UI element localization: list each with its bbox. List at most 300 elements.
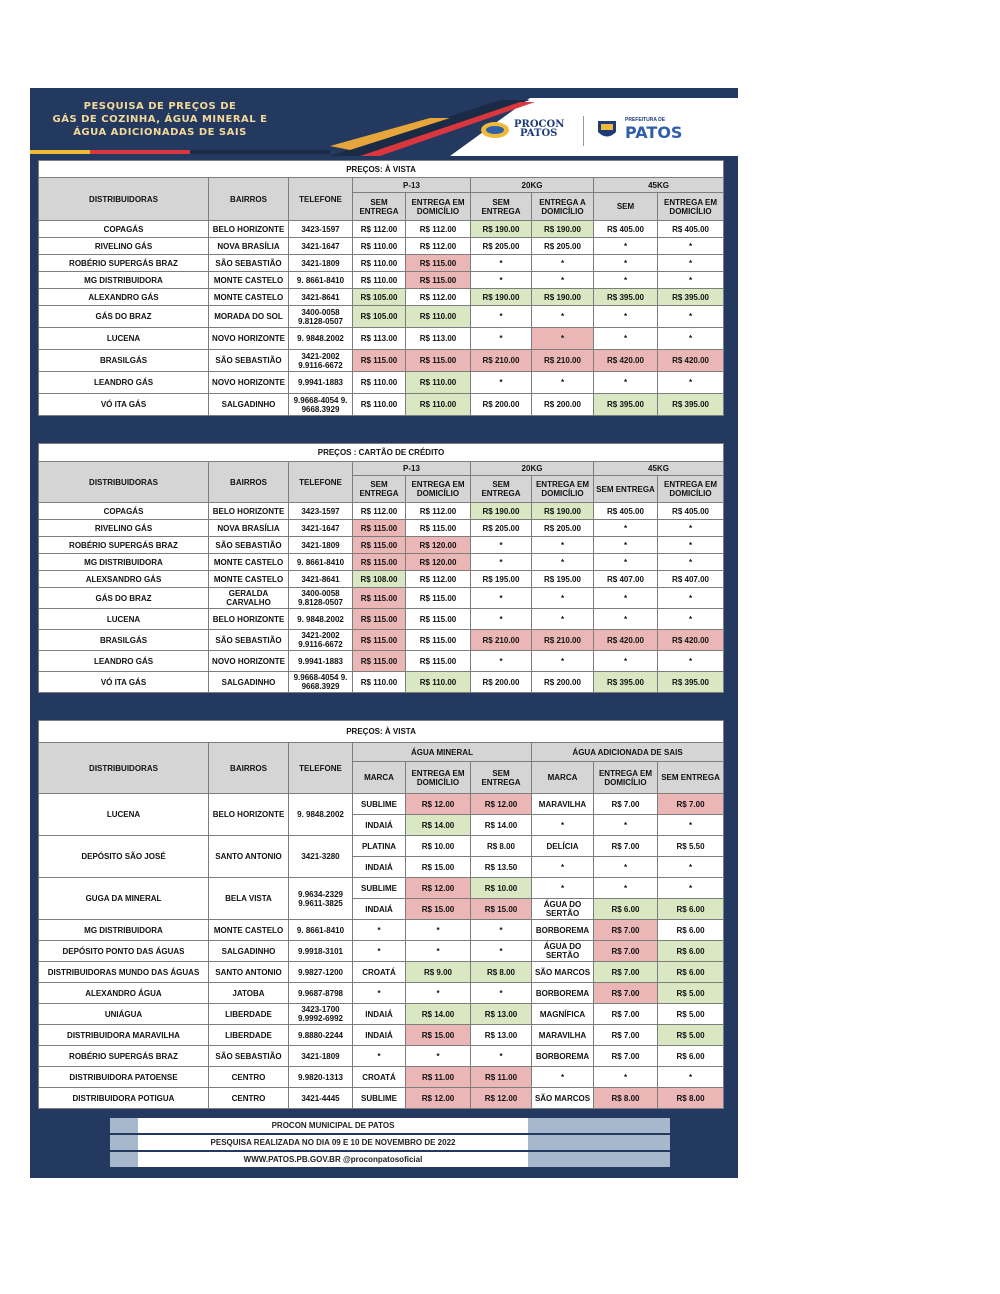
brand-cell: INDAIÁ <box>353 1025 406 1046</box>
price-cell: R$ 112.00 <box>406 221 471 238</box>
price-cell: R$ 210.00 <box>471 630 532 651</box>
brand-cell: * <box>532 815 594 836</box>
col-group-45kg: 45KG <box>594 178 724 193</box>
col-distribuidoras: DISTRIBUIDORAS <box>39 743 209 794</box>
bairro-cell: JATOBA <box>209 983 289 1004</box>
price-cell: R$ 6.00 <box>594 899 658 920</box>
brand-cell: BORBOREMA <box>532 920 594 941</box>
price-cell: * <box>406 983 471 1004</box>
price-cell: R$ 110.00 <box>406 672 471 693</box>
brand-cell: * <box>353 983 406 1004</box>
col-telefone: TELEFONE <box>289 178 353 221</box>
price-cell: R$ 190.00 <box>471 289 532 306</box>
col-telefone: TELEFONE <box>289 462 353 503</box>
price-cell: R$ 7.00 <box>594 836 658 857</box>
price-cell: R$ 6.00 <box>658 920 724 941</box>
sub-header-cell: ENTREGA EM DOMICÍLIO <box>658 476 724 503</box>
distribuidora-cell: DISTRIBUIDORAS MUNDO DAS ÁGUAS <box>39 962 209 983</box>
price-cell: R$ 110.00 <box>353 672 406 693</box>
distribuidora-cell: DISTRIBUIDORA PATOENSE <box>39 1067 209 1088</box>
telefone-cell: 3423-1700 9.9992-6992 <box>289 1004 353 1025</box>
price-cell: R$ 395.00 <box>658 289 724 306</box>
price-cell: * <box>658 588 724 609</box>
price-cell: R$ 210.00 <box>471 350 532 372</box>
distribuidora-cell: COPAGÁS <box>39 503 209 520</box>
distribuidora-cell: VÓ ITA GÁS <box>39 672 209 693</box>
price-cell: R$ 9.00 <box>406 962 471 983</box>
col-group-p13: P-13 <box>353 178 471 193</box>
price-cell: R$ 112.00 <box>406 503 471 520</box>
telefone-cell: 3400-0058 9.8128-0507 <box>289 588 353 609</box>
sub-header-cell: ENTREGA A DOMICÍLIO <box>532 193 594 221</box>
bairro-cell: NOVA BRASÍLIA <box>209 520 289 537</box>
price-cell: R$ 110.00 <box>353 255 406 272</box>
col-group-agua-mineral: ÁGUA MINERAL <box>353 743 532 762</box>
price-cell: R$ 395.00 <box>658 672 724 693</box>
price-cell: R$ 120.00 <box>406 537 471 554</box>
col-distribuidoras: DISTRIBUIDORAS <box>39 178 209 221</box>
table-row <box>39 836 724 857</box>
table-row <box>39 588 724 609</box>
price-cell: R$ 200.00 <box>532 394 594 416</box>
price-cell: R$ 115.00 <box>353 520 406 537</box>
telefone-cell: 9. 9848.2002 <box>289 609 353 630</box>
brand-cell: SUBLIME <box>353 1088 406 1109</box>
price-cell: R$ 113.00 <box>353 328 406 350</box>
price-cell: * <box>471 537 532 554</box>
sub-header-cell: SEM ENTREGA <box>471 193 532 221</box>
prefeitura-logo <box>595 118 705 144</box>
brand-cell: ÁGUA DO SERTÃO <box>532 941 594 962</box>
col-bairros: BAIRROS <box>209 462 289 503</box>
water-price-table <box>38 720 724 1109</box>
bairro-cell: CENTRO <box>209 1088 289 1109</box>
price-cell: R$ 115.00 <box>406 588 471 609</box>
price-cell: R$ 205.00 <box>532 520 594 537</box>
table-caption: PREÇOS: À VISTA <box>39 161 724 178</box>
price-cell: R$ 395.00 <box>594 394 658 416</box>
price-cell: * <box>532 554 594 571</box>
distribuidora-cell: ALEXSANDRO GÁS <box>39 571 209 588</box>
price-cell: * <box>594 554 658 571</box>
price-cell: R$ 407.00 <box>594 571 658 588</box>
table-row <box>39 1067 724 1088</box>
price-cell: * <box>658 815 724 836</box>
brand-cell: CROATÁ <box>353 1067 406 1088</box>
telefone-cell: 9. 8661-8410 <box>289 920 353 941</box>
poster-title <box>50 100 270 139</box>
price-cell: R$ 12.00 <box>471 1088 532 1109</box>
price-cell: R$ 395.00 <box>594 289 658 306</box>
table-row <box>39 962 724 983</box>
price-cell: R$ 210.00 <box>532 630 594 651</box>
price-cell: * <box>658 272 724 289</box>
price-cell: * <box>532 537 594 554</box>
price-cell: * <box>471 255 532 272</box>
price-cell: R$ 190.00 <box>532 221 594 238</box>
price-cell: * <box>471 983 532 1004</box>
col-distribuidoras: DISTRIBUIDORAS <box>39 462 209 503</box>
price-cell: * <box>471 588 532 609</box>
bairro-cell: NOVO HORIZONTE <box>209 372 289 394</box>
brand-cell: ÁGUA DO SERTÃO <box>532 899 594 920</box>
price-cell: * <box>594 588 658 609</box>
sub-header-cell: SEM ENTREGA <box>471 762 532 794</box>
price-cell: * <box>658 651 724 672</box>
brand-cell: * <box>532 857 594 878</box>
price-cell: R$ 105.00 <box>353 306 406 328</box>
price-cell: R$ 6.00 <box>658 941 724 962</box>
price-cell: R$ 190.00 <box>532 289 594 306</box>
price-cell: R$ 7.00 <box>594 794 658 815</box>
price-cell: R$ 110.00 <box>406 394 471 416</box>
price-cell: R$ 112.00 <box>353 503 406 520</box>
price-cell: * <box>658 857 724 878</box>
bairro-cell: BELO HORIZONTE <box>209 221 289 238</box>
telefone-cell: 9.9827-1200 <box>289 962 353 983</box>
logo-divider <box>583 116 584 146</box>
table-caption: PREÇOS : CARTÃO DE CRÉDITO <box>39 444 724 462</box>
price-cell: R$ 12.00 <box>406 878 471 899</box>
price-cell: R$ 110.00 <box>353 238 406 255</box>
price-cell: * <box>658 878 724 899</box>
price-cell: R$ 115.00 <box>406 272 471 289</box>
price-cell: R$ 15.00 <box>406 899 471 920</box>
table-row <box>39 272 724 289</box>
brand-cell: SÃO MARCOS <box>532 1088 594 1109</box>
price-cell: * <box>658 609 724 630</box>
telefone-cell: 3421-1809 <box>289 255 353 272</box>
price-cell: R$ 200.00 <box>471 672 532 693</box>
price-cell: * <box>471 920 532 941</box>
table-row <box>39 609 724 630</box>
distribuidora-cell: DISTRIBUIDORA MARAVILHA <box>39 1025 209 1046</box>
col-bairros: BAIRROS <box>209 178 289 221</box>
price-cell: R$ 8.00 <box>594 1088 658 1109</box>
col-bairros: BAIRROS <box>209 743 289 794</box>
bairro-cell: MONTE CASTELO <box>209 554 289 571</box>
bairro-cell: MONTE CASTELO <box>209 920 289 941</box>
distribuidora-cell: GUGA DA MINERAL <box>39 878 209 920</box>
table-row <box>39 630 724 651</box>
distribuidora-cell: LEANDRO GÁS <box>39 372 209 394</box>
distribuidora-cell: GÁS DO BRAZ <box>39 306 209 328</box>
telefone-cell: 3421-8641 <box>289 571 353 588</box>
telefone-cell: 9.9820-1313 <box>289 1067 353 1088</box>
price-cell: * <box>532 372 594 394</box>
distribuidora-cell: ROBÉRIO SUPERGÁS BRAZ <box>39 537 209 554</box>
price-cell: * <box>471 372 532 394</box>
coat-of-arms-icon <box>595 118 619 142</box>
table-row <box>39 328 724 350</box>
col-group-agua-sais: ÁGUA ADICIONADA DE SAIS <box>532 743 724 762</box>
bairro-cell: BELO HORIZONTE <box>209 609 289 630</box>
brand-cell: * <box>353 1046 406 1067</box>
distribuidora-cell: BRASILGÁS <box>39 630 209 651</box>
price-cell: R$ 7.00 <box>658 794 724 815</box>
price-cell: * <box>658 520 724 537</box>
price-cell: * <box>471 651 532 672</box>
bairro-cell: LIBERDADE <box>209 1004 289 1025</box>
price-cell: R$ 5.00 <box>658 1004 724 1025</box>
table-row <box>39 503 724 520</box>
telefone-cell: 3421-1647 <box>289 520 353 537</box>
distribuidora-cell: MG DISTRIBUIDORA <box>39 920 209 941</box>
telefone-cell: 9.8880-2244 <box>289 1025 353 1046</box>
table-row <box>39 878 724 899</box>
price-cell: R$ 108.00 <box>353 571 406 588</box>
price-cell: R$ 110.00 <box>353 272 406 289</box>
table-row <box>39 571 724 588</box>
price-cell: * <box>532 609 594 630</box>
telefone-cell: 3421-3280 <box>289 836 353 878</box>
bairro-cell: SÃO SEBASTIÃO <box>209 630 289 651</box>
price-cell: R$ 395.00 <box>658 394 724 416</box>
sub-header-cell: SEM ENTREGA <box>594 476 658 503</box>
table-row <box>39 651 724 672</box>
price-cell: * <box>594 255 658 272</box>
title-line-3: ÁGUA ADICIONADAS DE SAIS <box>73 127 247 138</box>
bairro-cell: MONTE CASTELO <box>209 571 289 588</box>
procon-logo-text: PROCON <box>514 119 565 130</box>
bairro-cell: LIBERDADE <box>209 1025 289 1046</box>
price-cell: R$ 5.50 <box>658 836 724 857</box>
table-row <box>39 1088 724 1109</box>
distribuidora-cell: LUCENA <box>39 609 209 630</box>
price-cell: R$ 190.00 <box>471 221 532 238</box>
price-cell: R$ 6.00 <box>658 899 724 920</box>
price-cell: R$ 14.00 <box>406 1004 471 1025</box>
brand-cell: MARAVILHA <box>532 1025 594 1046</box>
sub-header-cell: ENTREGA EM DOMICÍLIO <box>594 762 658 794</box>
price-cell: R$ 115.00 <box>406 255 471 272</box>
price-cell: * <box>471 941 532 962</box>
telefone-cell: 9.9918-3101 <box>289 941 353 962</box>
table-row <box>39 289 724 306</box>
distribuidora-cell: LEANDRO GÁS <box>39 651 209 672</box>
price-cell: R$ 7.00 <box>594 920 658 941</box>
price-cell: R$ 205.00 <box>471 520 532 537</box>
distribuidora-cell: RIVELINO GÁS <box>39 238 209 255</box>
price-cell: R$ 105.00 <box>353 289 406 306</box>
price-cell: * <box>594 272 658 289</box>
price-cell: * <box>471 306 532 328</box>
price-cell: R$ 190.00 <box>532 503 594 520</box>
bairro-cell: SALGADINHO <box>209 941 289 962</box>
price-cell: R$ 115.00 <box>406 520 471 537</box>
brand-cell: INDAIÁ <box>353 857 406 878</box>
price-cell: R$ 115.00 <box>353 588 406 609</box>
table-row <box>39 1046 724 1067</box>
sub-header-cell: ENTREGA EM DOMICÍLIO <box>532 476 594 503</box>
telefone-cell: 9. 9848.2002 <box>289 794 353 836</box>
telefone-cell: 3400-0058 9.8128-0507 <box>289 306 353 328</box>
price-cell: R$ 10.00 <box>406 836 471 857</box>
price-cell: * <box>594 238 658 255</box>
price-cell: R$ 115.00 <box>406 350 471 372</box>
distribuidora-cell: RIVELINO GÁS <box>39 520 209 537</box>
brand-cell: * <box>532 878 594 899</box>
brand-cell: INDAIÁ <box>353 1004 406 1025</box>
brand-cell: MAGNÍFICA <box>532 1004 594 1025</box>
telefone-cell: 9.9941-1883 <box>289 372 353 394</box>
table-row <box>39 255 724 272</box>
price-cell: * <box>658 1067 724 1088</box>
telefone-cell: 3421-8641 <box>289 289 353 306</box>
brand-cell: DELÍCIA <box>532 836 594 857</box>
price-cell: R$ 10.00 <box>471 878 532 899</box>
footer-website[interactable]: WWW.PATOS.PB.GOV.BR @proconpatosoficial <box>138 1152 528 1167</box>
price-cell: R$ 205.00 <box>471 238 532 255</box>
price-cell: * <box>532 328 594 350</box>
price-cell: R$ 205.00 <box>532 238 594 255</box>
sub-header-cell: SEM ENTREGA <box>353 476 406 503</box>
price-cell: * <box>658 537 724 554</box>
price-cell: R$ 14.00 <box>406 815 471 836</box>
price-cell: * <box>532 651 594 672</box>
col-group-45kg: 45KG <box>594 462 724 476</box>
col-group-20kg: 20KG <box>471 462 594 476</box>
sub-header-cell: ENTREGA EM DOMICÍLIO <box>658 193 724 221</box>
price-cell: R$ 112.00 <box>406 571 471 588</box>
distribuidora-cell: ROBÉRIO SUPERGÁS BRAZ <box>39 1046 209 1067</box>
price-cell: R$ 112.00 <box>406 289 471 306</box>
distribuidora-cell: UNIÁGUA <box>39 1004 209 1025</box>
telefone-cell: 3421-2002 9.9116-6672 <box>289 630 353 651</box>
distribuidora-cell: MG DISTRIBUIDORA <box>39 272 209 289</box>
price-cell: R$ 15.00 <box>406 857 471 878</box>
price-cell: R$ 420.00 <box>594 350 658 372</box>
price-cell: R$ 13.50 <box>471 857 532 878</box>
table-row <box>39 537 724 554</box>
col-telefone: TELEFONE <box>289 743 353 794</box>
price-cell: R$ 200.00 <box>532 672 594 693</box>
price-survey-poster <box>30 88 738 1178</box>
price-cell: R$ 420.00 <box>658 350 724 372</box>
telefone-cell: 9.9634-2329 9.9611-3825 <box>289 878 353 920</box>
price-cell: * <box>594 651 658 672</box>
price-cell: * <box>594 537 658 554</box>
bairro-cell: SALGADINHO <box>209 394 289 416</box>
price-cell: R$ 115.00 <box>406 651 471 672</box>
bairro-cell: NOVO HORIZONTE <box>209 651 289 672</box>
bairro-cell: SÃO SEBASTIÃO <box>209 350 289 372</box>
price-cell: * <box>406 941 471 962</box>
brand-cell: * <box>353 941 406 962</box>
price-cell: * <box>532 588 594 609</box>
price-cell: R$ 115.00 <box>353 350 406 372</box>
price-cell: * <box>594 609 658 630</box>
price-cell: R$ 11.00 <box>471 1067 532 1088</box>
prefeitura-logo-small: PREFEITURA DE <box>625 117 666 123</box>
bairro-cell: SÃO SEBASTIÃO <box>209 255 289 272</box>
price-cell: * <box>658 372 724 394</box>
bairro-cell: GERALDA CARVALHO <box>209 588 289 609</box>
price-cell: * <box>594 1067 658 1088</box>
sub-header-cell: SEM <box>594 193 658 221</box>
telefone-cell: 9.9668-4054 9. 9668.3929 <box>289 394 353 416</box>
telefone-cell: 9.9941-1883 <box>289 651 353 672</box>
telefone-cell: 3423-1597 <box>289 221 353 238</box>
brand-cell: MARAVILHA <box>532 794 594 815</box>
price-cell: R$ 7.00 <box>594 1004 658 1025</box>
footer-procon: PROCON MUNICIPAL DE PATOS <box>138 1118 528 1133</box>
telefone-cell: 3421-1809 <box>289 537 353 554</box>
distribuidora-cell: ALEXANDRO GÁS <box>39 289 209 306</box>
price-cell: * <box>471 1046 532 1067</box>
bairro-cell: CENTRO <box>209 1067 289 1088</box>
price-cell: * <box>658 328 724 350</box>
price-cell: * <box>658 554 724 571</box>
price-cell: R$ 113.00 <box>406 328 471 350</box>
price-cell: R$ 420.00 <box>594 630 658 651</box>
price-cell: R$ 8.00 <box>471 836 532 857</box>
price-cell: R$ 110.00 <box>406 372 471 394</box>
price-cell: R$ 405.00 <box>594 221 658 238</box>
price-cell: R$ 6.00 <box>658 962 724 983</box>
poster-footer <box>110 1116 670 1169</box>
price-cell: * <box>594 328 658 350</box>
price-cell: R$ 110.00 <box>353 394 406 416</box>
bairro-cell: MONTE CASTELO <box>209 272 289 289</box>
price-cell: * <box>658 238 724 255</box>
poster-header <box>30 88 738 156</box>
telefone-cell: 3423-1597 <box>289 503 353 520</box>
brand-cell: INDAIÁ <box>353 815 406 836</box>
gas-cash-price-table <box>38 160 724 416</box>
footer-bar-3 <box>110 1152 670 1167</box>
price-cell: * <box>406 920 471 941</box>
distribuidora-cell: DEPÓSITO SÃO JOSÉ <box>39 836 209 878</box>
sub-header-cell: ENTREGA EM DOMICÍLIO <box>406 762 471 794</box>
price-cell: * <box>658 255 724 272</box>
table-row <box>39 920 724 941</box>
price-cell: R$ 115.00 <box>353 609 406 630</box>
table-row <box>39 672 724 693</box>
bairro-cell: BELO HORIZONTE <box>209 503 289 520</box>
distribuidora-cell: DISTRIBUIDORA POTIGUA <box>39 1088 209 1109</box>
price-cell: R$ 112.00 <box>406 238 471 255</box>
sub-header-cell: ENTREGA EM DOMICÍLIO <box>406 193 471 221</box>
price-cell: R$ 7.00 <box>594 1025 658 1046</box>
telefone-cell: 3421-1647 <box>289 238 353 255</box>
brand-cell: * <box>532 1067 594 1088</box>
distribuidora-cell: LUCENA <box>39 328 209 350</box>
price-cell: R$ 115.00 <box>353 537 406 554</box>
handshake-icon <box>480 120 510 140</box>
sub-header-cell: ENTREGA EM DOMICÍLIO <box>406 476 471 503</box>
brand-cell: INDAIÁ <box>353 899 406 920</box>
price-cell: R$ 12.00 <box>406 794 471 815</box>
price-cell: R$ 7.00 <box>594 983 658 1004</box>
price-cell: R$ 407.00 <box>658 571 724 588</box>
title-line-1: PESQUISA DE PREÇOS DE <box>83 101 237 112</box>
price-cell: R$ 12.00 <box>406 1088 471 1109</box>
telefone-cell: 9. 8661-8410 <box>289 554 353 571</box>
table-caption: PREÇOS: À VISTA <box>39 721 724 743</box>
price-cell: * <box>594 815 658 836</box>
sub-header-cell: SEM ENTREGA <box>353 193 406 221</box>
price-cell: * <box>658 306 724 328</box>
price-cell: R$ 15.00 <box>406 1025 471 1046</box>
bairro-cell: SANTO ANTONIO <box>209 962 289 983</box>
price-cell: R$ 120.00 <box>406 554 471 571</box>
brand-cell: CROATÁ <box>353 962 406 983</box>
price-cell: * <box>406 1046 471 1067</box>
price-cell: R$ 395.00 <box>594 672 658 693</box>
price-cell: R$ 110.00 <box>353 372 406 394</box>
distribuidora-cell: DEPÓSITO PONTO DAS ÁGUAS <box>39 941 209 962</box>
